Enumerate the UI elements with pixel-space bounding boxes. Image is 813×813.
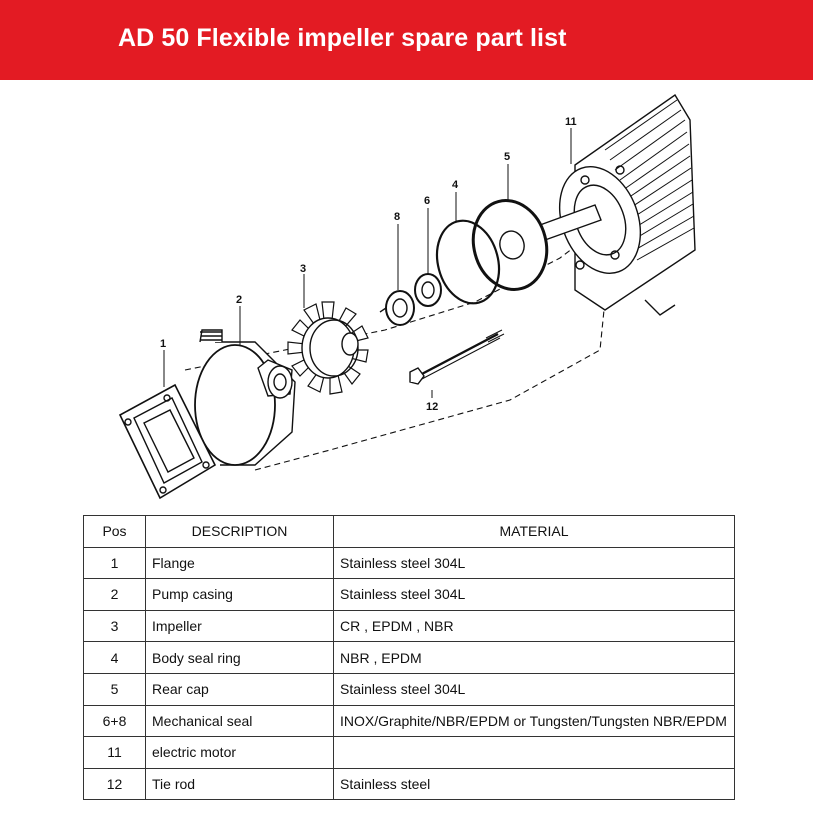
header-material: MATERIAL [334, 516, 735, 548]
table-row [84, 705, 735, 737]
callout-3: 3 [300, 263, 307, 275]
rear-cap-part [464, 192, 557, 298]
callout-2: 2 [236, 294, 243, 306]
cell-description: Flange [146, 547, 334, 579]
table-header-row [84, 516, 735, 548]
cell-pos: 12 [84, 768, 146, 800]
table-row [84, 642, 735, 674]
callout-8: 8 [394, 211, 401, 223]
cell-description: Mechanical seal [146, 705, 334, 737]
cell-material: INOX/Graphite/NBR/EPDM or Tungsten/Tungsten NBR/EPDM [334, 705, 735, 737]
table-row [84, 610, 735, 642]
cell-pos: 6+8 [84, 705, 146, 737]
cell-description: Pump casing [146, 579, 334, 611]
table-row [84, 737, 735, 769]
page-title: AD 50 Flexible impeller spare part list [118, 24, 567, 52]
cell-description: electric motor [146, 737, 334, 769]
cell-pos: 2 [84, 579, 146, 611]
callout-4: 4 [452, 179, 459, 191]
header-description: DESCRIPTION [146, 516, 334, 548]
table-row [84, 673, 735, 705]
cell-material: Stainless steel 304L [334, 547, 735, 579]
cell-material: Stainless steel [334, 768, 735, 800]
callout-6: 6 [424, 195, 431, 207]
table-row [84, 768, 735, 800]
cell-description: Tie rod [146, 768, 334, 800]
tie-rod-part [410, 330, 504, 384]
cell-pos: 4 [84, 642, 146, 674]
cell-material: Stainless steel 304L [334, 579, 735, 611]
impeller-part [288, 302, 368, 394]
seal-part-6 [415, 274, 441, 306]
table-row [84, 579, 735, 611]
cell-description: Body seal ring [146, 642, 334, 674]
spare-parts-table [83, 515, 735, 800]
pump-casing-part [195, 330, 295, 465]
header-banner [0, 0, 813, 80]
cell-material: NBR , EPDM [334, 642, 735, 674]
cell-material [334, 737, 735, 769]
callout-12: 12 [426, 401, 439, 413]
cell-pos: 1 [84, 547, 146, 579]
cell-pos: 5 [84, 673, 146, 705]
electric-motor-part [538, 95, 695, 315]
cell-pos: 11 [84, 737, 146, 769]
callout-11: 11 [565, 116, 577, 128]
callout-1: 1 [160, 338, 167, 350]
cell-pos: 3 [84, 610, 146, 642]
cell-description: Impeller [146, 610, 334, 642]
exploded-pump-diagram [0, 80, 813, 510]
cell-material: Stainless steel 304L [334, 673, 735, 705]
table-row [84, 547, 735, 579]
header-pos: Pos [84, 516, 146, 548]
callout-5: 5 [504, 151, 511, 163]
cell-material: CR , EPDM , NBR [334, 610, 735, 642]
seal-part-8 [380, 291, 414, 325]
cell-description: Rear cap [146, 673, 334, 705]
